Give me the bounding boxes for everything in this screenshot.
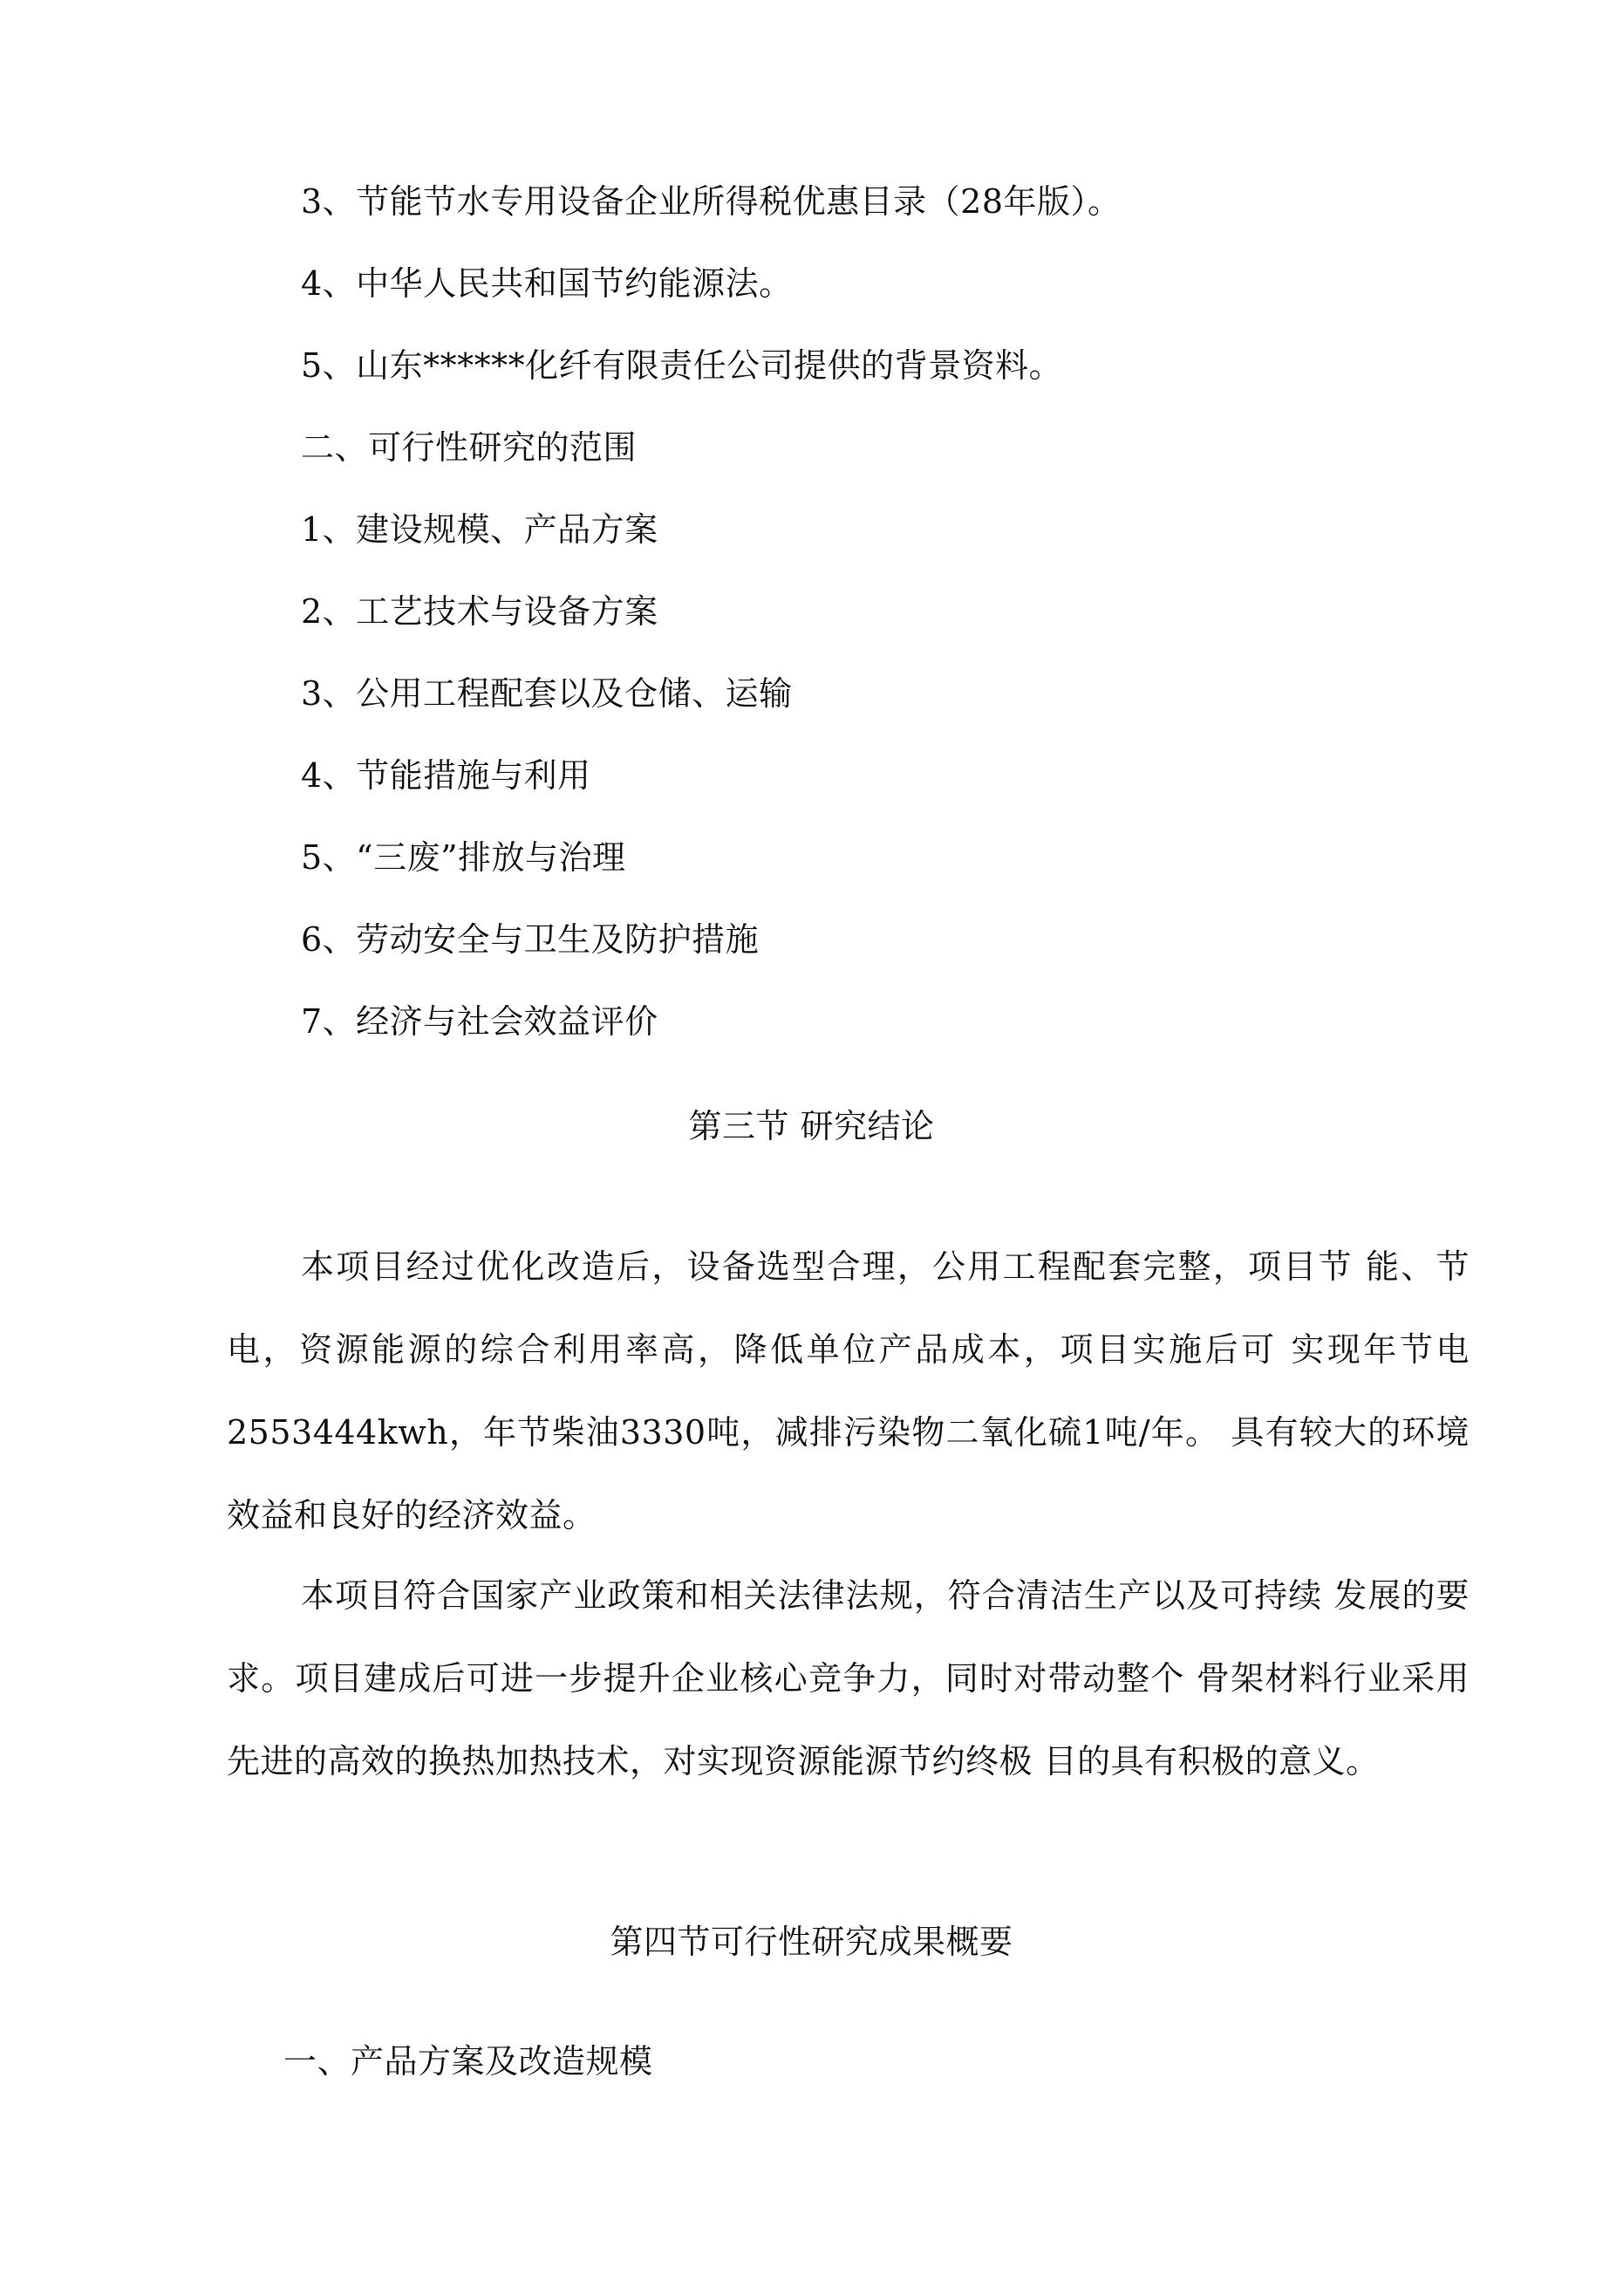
section3-title: 第三节 研究结论 — [688, 1107, 935, 1145]
scope-heading: 二、可行性研究的范围 — [301, 428, 638, 467]
section3-paragraph-2: 本项目符合国家产业政策和相关法律法规，符合清洁生产以及可持续 发展的要求。项目建成后可进一步提升企业核心竞争力，同时对带动整个 骨架材料行业采用先进的高效的换热加热技术，对实现资源能源节约终极 目的具有积极的意义。 — [227, 1576, 1470, 1780]
scope-item-5: 5、“三废”排放与治理 — [301, 838, 626, 877]
section4-subheading: 一、产品方案及改造规模 — [283, 2042, 653, 2081]
scope-item-1: 1、建设规模、产品方案 — [301, 510, 658, 549]
basis-item-5: 5、山东******化纤有限责任公司提供的背景资料。 — [301, 346, 1063, 385]
section4-title: 第四节可行性研究成果概要 — [610, 1923, 1013, 1961]
scope-item-6: 6、劳动安全与卫生及防护措施 — [301, 920, 760, 959]
scope-item-3: 3、公用工程配套以及仓储、运输 — [301, 674, 793, 713]
basis-item-4: 4、中华人民共和国节约能源法。 — [301, 264, 793, 303]
scope-item-4: 4、节能措施与利用 — [301, 756, 591, 795]
basis-item-3: 3、节能节水专用设备企业所得税优惠目录（28年版）。 — [301, 182, 1122, 221]
scope-item-7: 7、经济与社会效益评价 — [301, 1002, 658, 1041]
section3-paragraph-1: 本项目经过优化改造后，设备选型合理，公用工程配套完整，项目节 能、节电，资源能源的综合利用率高，降低单位产品成本，项目实施后可 实现年节电2553444kwh，年节柴油3330吨，减排污染物二氧化硫1吨/年。 具有较大的环境效益和良好的经济效益。 — [227, 1247, 1470, 1534]
scope-item-2: 2、工艺技术与设备方案 — [301, 592, 658, 631]
